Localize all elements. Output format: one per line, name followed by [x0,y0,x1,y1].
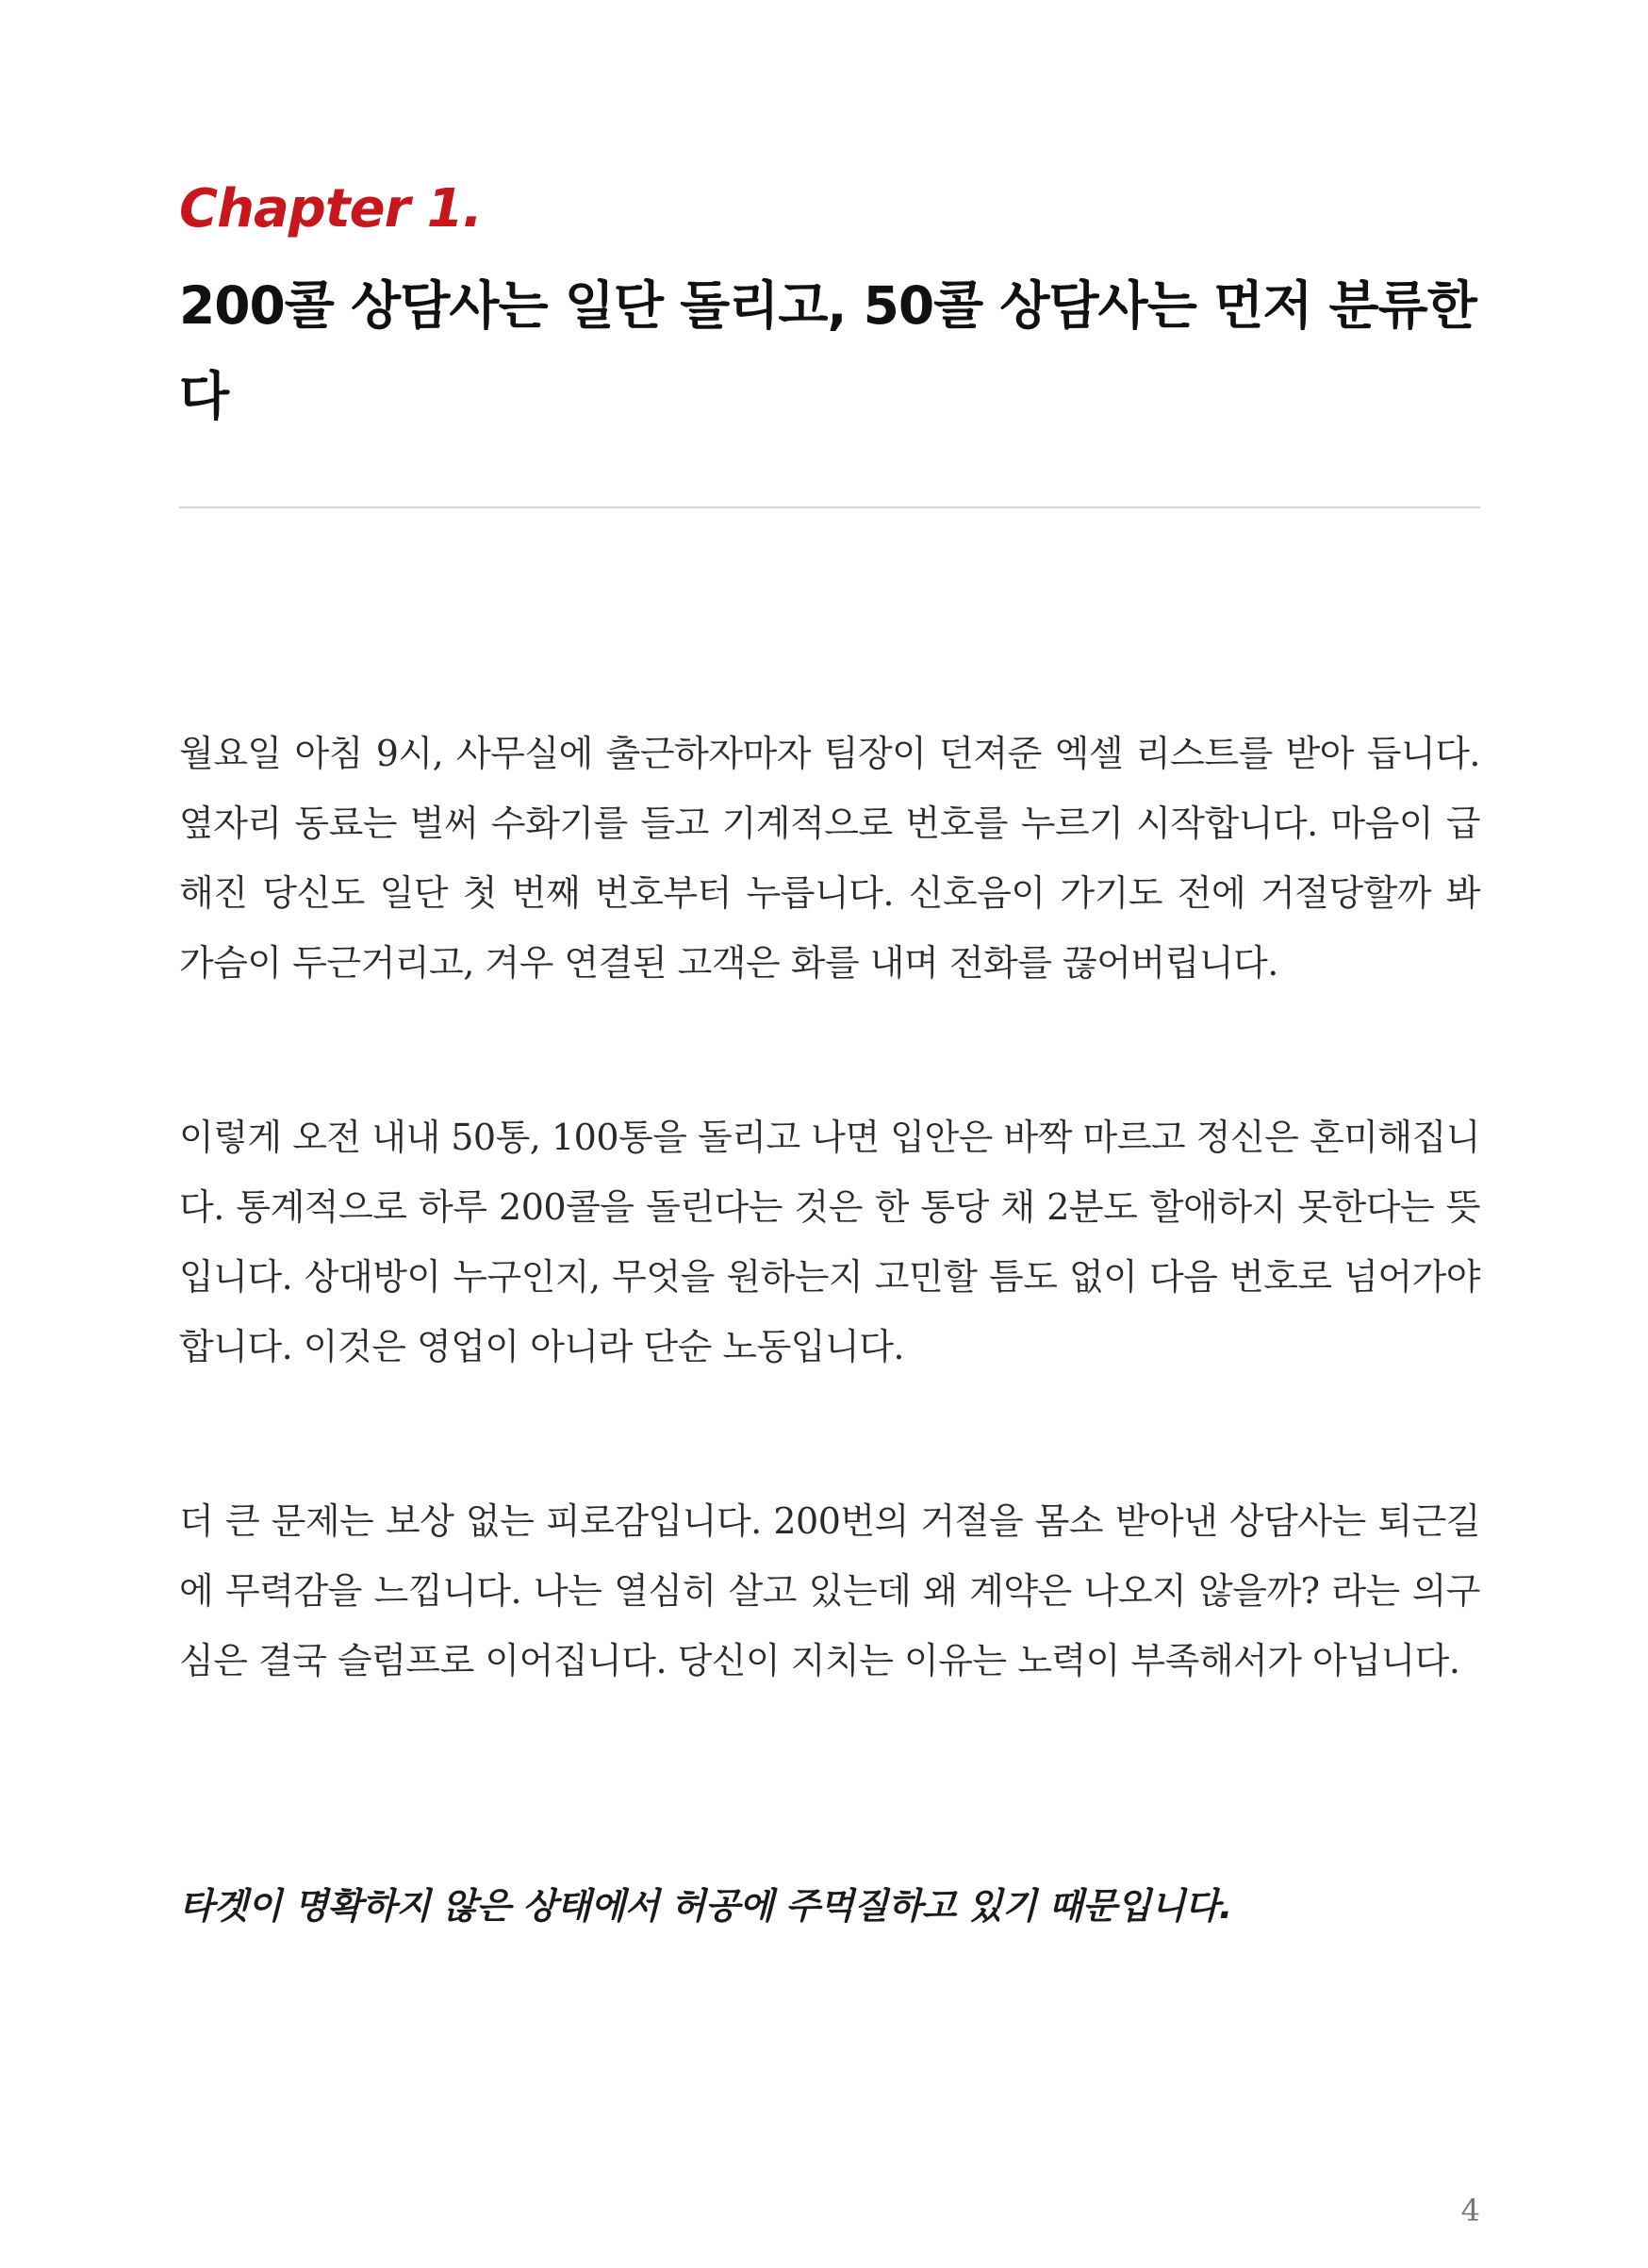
chapter-title: 200콜 상담사는 일단 돌리고, 50콜 상담사는 먼저 분류한다 [179,275,1476,426]
body-paragraph-1: 월요일 아침 9시, 사무실에 출근하자마자 팀장이 던져준 엑셀 리스트를 받아 듭니다. 옆자리 동료는 벌써 수화기를 들고 기계적으로 번호를 누르기 시작합니다. 마음이 급해진 당신도 일단 첫 번째 번호부터 누릅니다. 신호음이 가기도 전에 거절당할까 봐 가슴이 두근거리고, 겨우 연결된 고객은 화를 내며 전화를 끊어버립니다. [179,733,1480,984]
title-divider [179,506,1480,508]
chapter-label: Chapter 1. [179,178,482,240]
emphasis-statement: 타겟이 명확하지 않은 상태에서 허공에 주먹질하고 있기 때문입니다. [179,1885,1232,1927]
page-number: 4 [1460,2193,1480,2228]
document-page [179,0,1480,2268]
body-paragraph-2: 이렇게 오전 내내 50통, 100통을 돌리고 나면 입안은 바짝 마르고 정신은 혼미해집니다. 통계적으로 하루 200콜을 돌린다는 것은 한 통당 채 2분도 할애하지 못한다는 뜻입니다. 상대방이 누구인지, 무엇을 원하는지 고민할 틈도 없이 다음 번호로 넘어가야 합니다. 이것은 영업이 아니라 단순 노동입니다. [179,1117,1480,1367]
body-paragraph-3: 더 큰 문제는 보상 없는 피로감입니다. 200번의 거절을 몸소 받아낸 상담사는 퇴근길에 무력감을 느낍니다. 나는 열심히 살고 있는데 왜 계약은 나오지 않을까? 라는 의구심은 결국 슬럼프로 이어집니다. 당신이 지치는 이유는 노력이 부족해서가 아닙니다. [179,1500,1480,1681]
